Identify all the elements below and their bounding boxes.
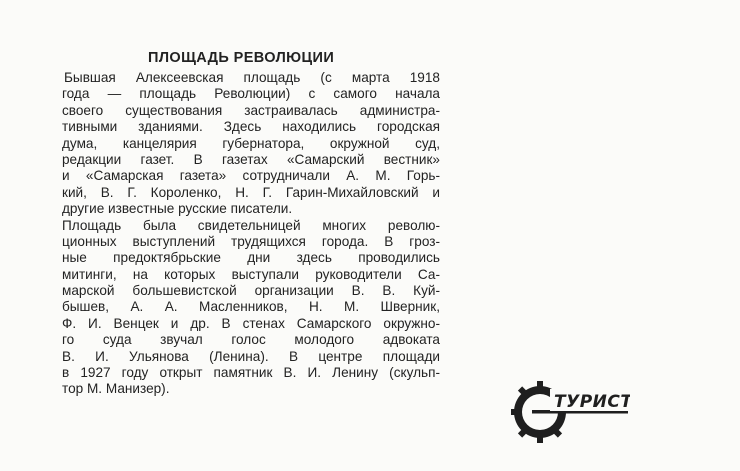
text-line: бышев, А. А. Масленников, Н. М. Шверник,	[62, 299, 440, 315]
text-line: кий, В. Г. Короленко, Н. Г. Гарин-Михайловский и	[62, 184, 440, 200]
text-line: дума, канцелярия губернатора, окружной суд,	[62, 135, 440, 151]
text-line: и «Самарская газета» сотрудничали А. М. Горь-	[62, 168, 440, 184]
logo-text: ТУРИСТ	[554, 392, 630, 412]
paragraph-1	[62, 70, 440, 218]
text-line: в 1927 году открыт памятник В. И. Ленину (скульп-	[62, 365, 440, 381]
text-line: ные предоктябрьские дни здесь проводились	[62, 250, 440, 266]
text-line: митинги, на которых выступали руководители Са-	[62, 266, 440, 282]
body-text	[62, 70, 440, 398]
text-line: другие известные русские писатели.	[62, 201, 293, 217]
text-line: года — площадь Революции) с самого начала	[62, 86, 440, 102]
paragraph-2	[62, 218, 440, 398]
text-line: Ф. И. Венцек и др. В стенах Самарского окружно-	[62, 315, 440, 331]
text-line: тивными зданиями. Здесь находились городская	[62, 119, 440, 135]
text-line: тор М. Манизер).	[62, 381, 170, 397]
text-line: Площадь была свидетельницей многих револю-	[62, 217, 440, 233]
turist-logo	[510, 380, 630, 444]
text-line: своего существования застраивалась администра-	[62, 102, 440, 118]
text-line: го суда звучал голос молодого адвоката	[62, 332, 440, 348]
page-title: ПЛОЩАДЬ РЕВОЛЮЦИИ	[148, 50, 335, 66]
text-line: В. И. Ульянова (Ленина). В центре площади	[62, 348, 440, 364]
text-line: ционных выступлений трудящихся города. В гроз-	[62, 233, 440, 249]
gear-emblem-icon	[510, 380, 630, 444]
text-line: редакции газет. В газетах «Самарский вестник»	[62, 151, 440, 167]
text-line: марской большевистской организации В. В. Куй-	[62, 283, 440, 299]
text-line: Бывшая Алексеевская площадь (с марта 1918	[64, 70, 440, 85]
